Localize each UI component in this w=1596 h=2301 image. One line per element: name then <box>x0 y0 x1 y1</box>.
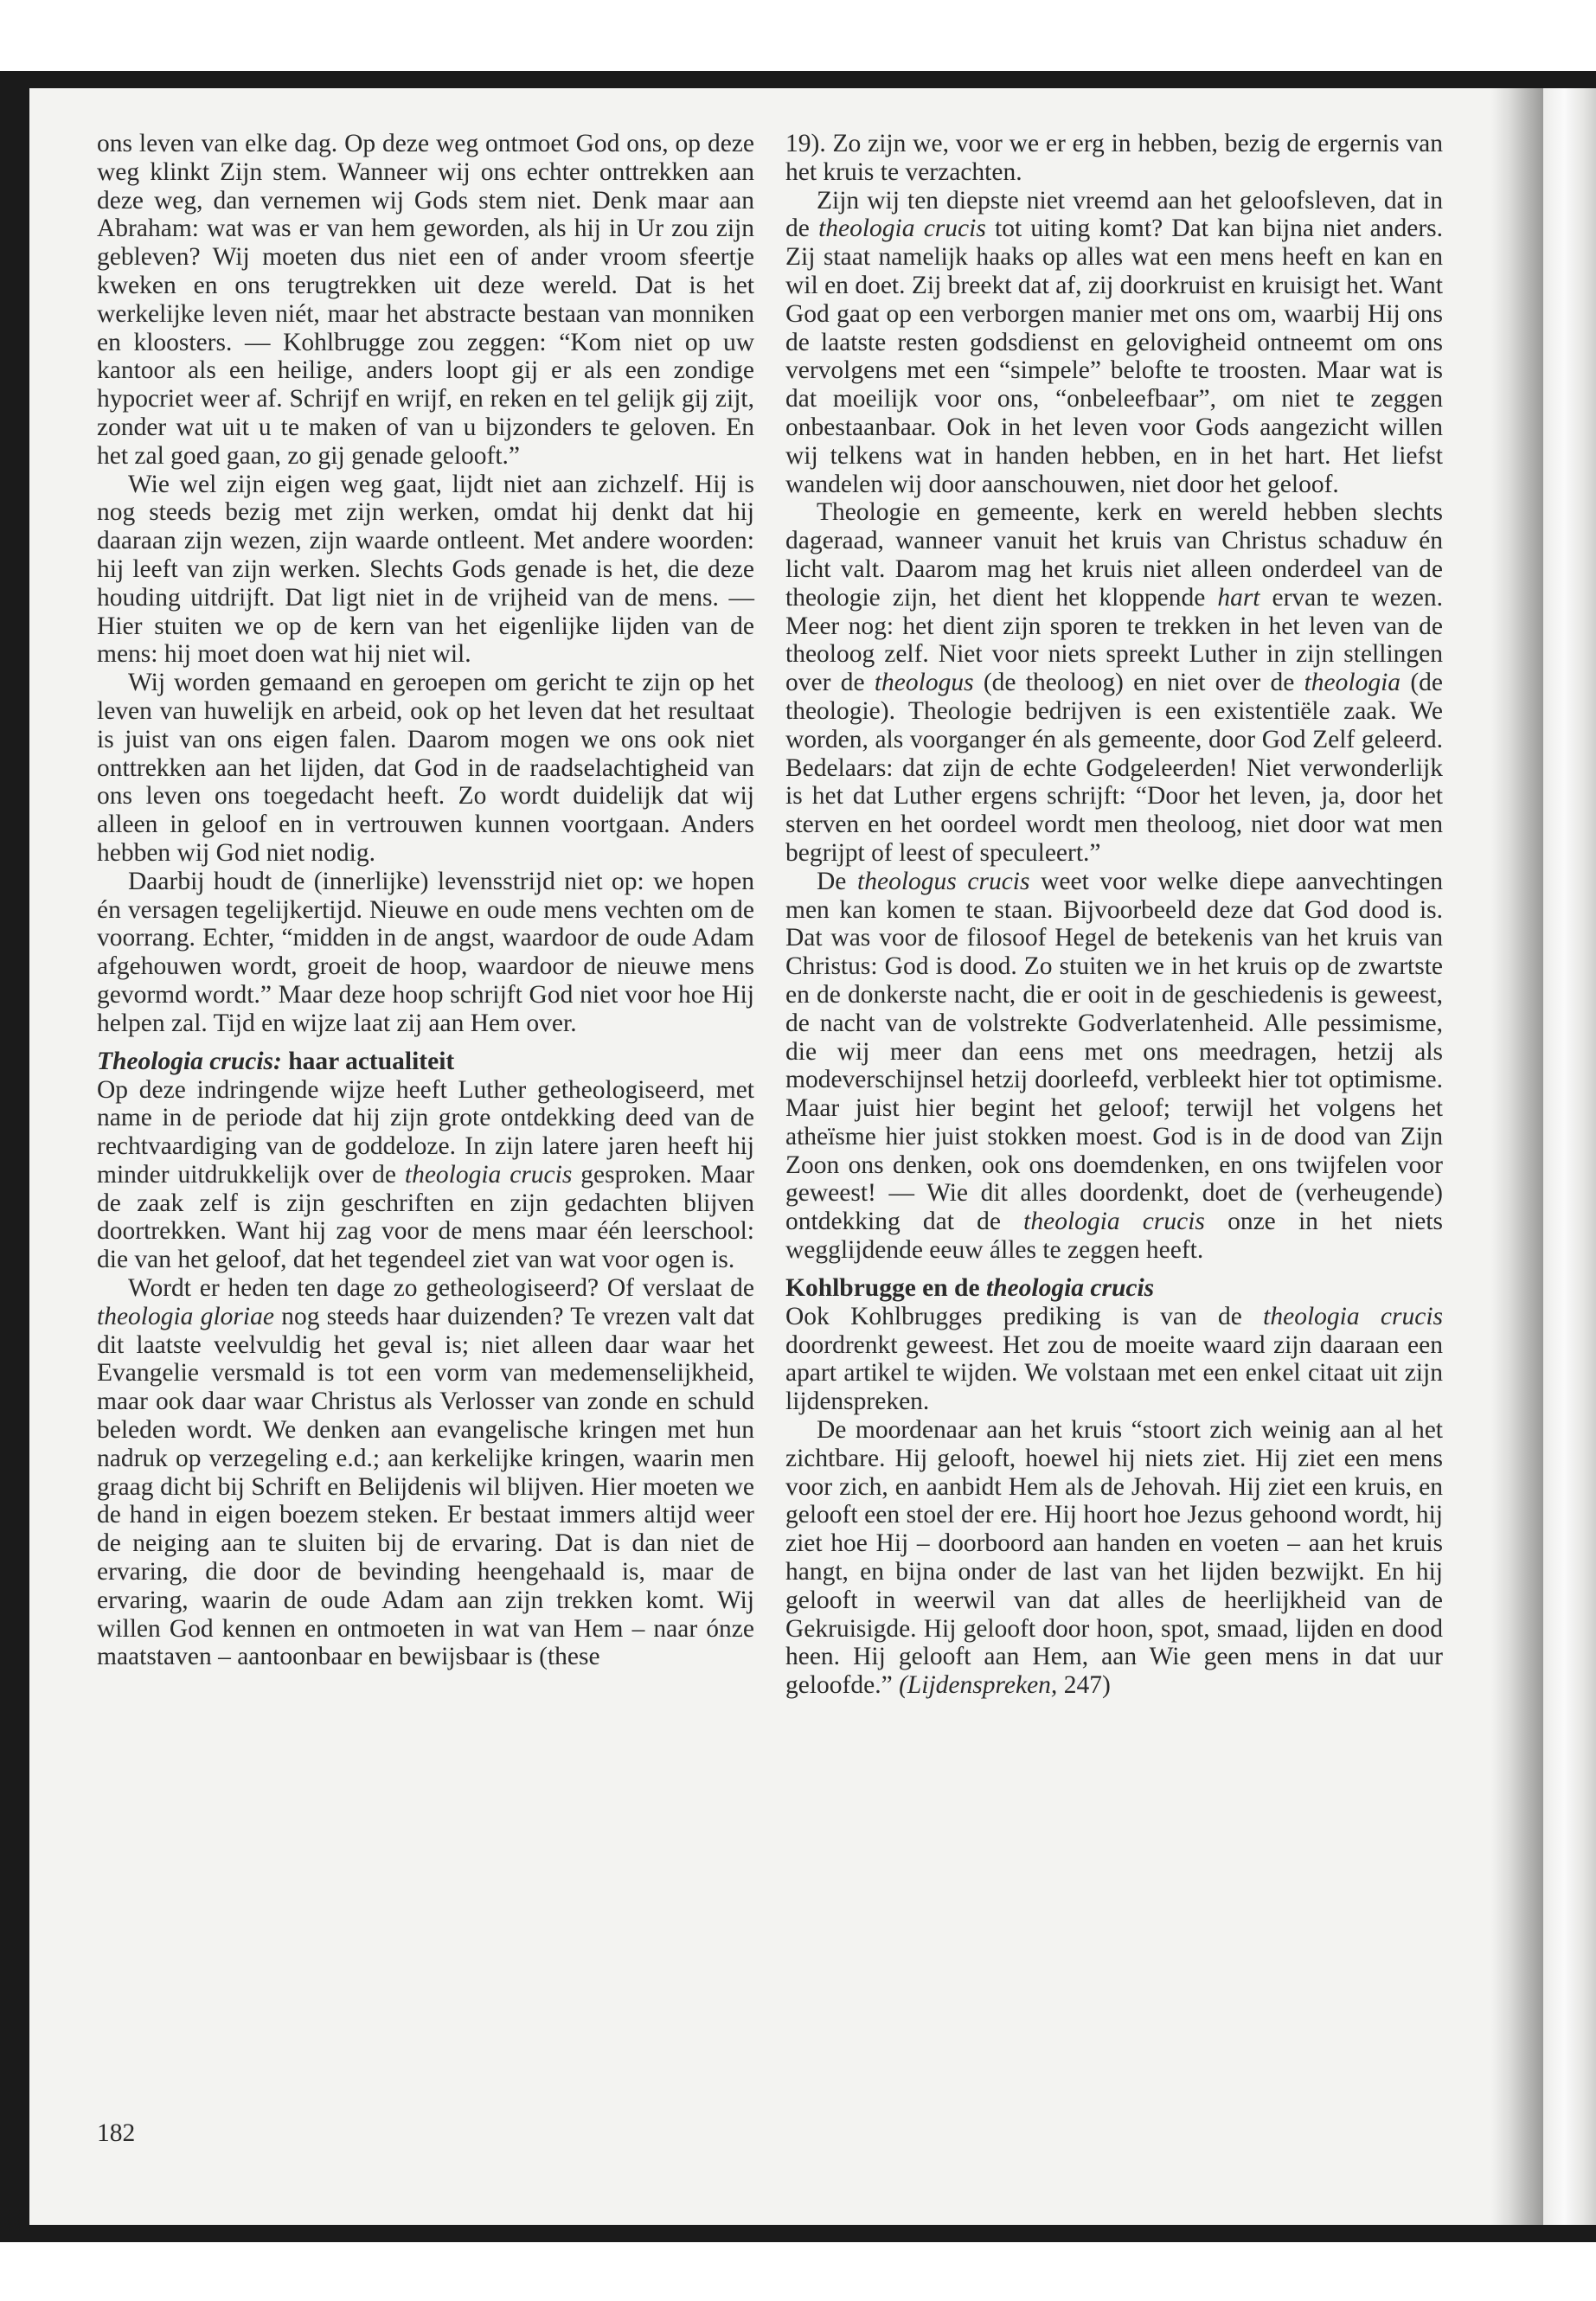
paragraph <box>97 1274 754 1671</box>
paragraph <box>785 1303 1443 1416</box>
text-run: tot uiting komt? Dat kan bijna niet anders. Zij staat namelijk haaks op alles wat een mens heeft en kan en wil en doet. Zij breekt dat af, zij doorkruist en kruisigt het. Want God gaat op een verborgen manier met ons om, waarbij Hij ons de laatste resten godsdienst en gelovigheid ontneemt om ons vervolgens met een “simpele” belofte te troosten. Maar wat is dat moeilijk voor ons, “onbeleefbaar”, om niet te zeggen onbestaanbaar. Ook in het leven voor Gods aangezicht willen wij telkens wat in handen hebben, en in het hart. Het liefst wandelen wij door aanschouwen, niet door het geloof. <box>785 215 1444 498</box>
paragraph: ons leven van elke dag. Op deze weg ontmoet God ons, op deze weg klinkt Zijn stem. Wanneer wij ons echter onttrekken aan deze weg, dan vernemen wij Gods stem niet. Denk maar aan Abraham: wat was er van hem geworden, als hij in Ur zou zijn gebleven? Wij moeten dus niet een of ander vroom sfeertje kweken en ons terugtrekken uit deze wereld. Dat is het werkelijke leven niét, maar het abstracte bestaan van monniken en kloosters. — Kohlbrugge zou zeggen: “Kom niet op uw kantoor als een heilige, anders loopt gij er als een zondige hypocriet weer af. Schrijf en wrijf, en reken en tel gelijk gij zijt, zonder wat uit u te maken of van u bijzonders te geloven. En het zal goed gaan, zo gij genade gelooft.” <box>97 130 754 470</box>
right-column <box>785 130 1443 1700</box>
page-edge <box>1543 88 1596 2225</box>
italic-run: theologia crucis <box>818 215 986 243</box>
page-number: 182 <box>97 2119 136 2147</box>
text-run: onze in het niets wegglijdende eeuw álles te zeggen heeft. <box>785 1208 1444 1265</box>
text-run: Op deze indringende wijze heeft Luther getheologiseerd, met name in de periode dat hij zijn grote ontdekking deed van de rechtvaardiging van de goddeloze. In zijn latere jaren heeft hij minder uitdrukkelijk over de <box>97 1075 754 1189</box>
italic-run: theologus <box>874 669 974 697</box>
text-run: doordrenkt geweest. Het zou de moeite waard zijn daaraan een apart artikel te wijden. We volstaan met een enkel citaat uit zijn lijdenspreken. <box>785 1330 1443 1416</box>
italic-run: theologia gloriae <box>97 1302 274 1330</box>
text-run: ervan te wezen. Meer nog: het dient zijn sporen te trekken in het leven van de theoloog zelf. Niet voor niets spreekt Luther in zijn stellingen over de <box>785 583 1443 697</box>
text-run: Wordt er heden ten dage zo getheologiseerd? Of verslaat de <box>128 1274 754 1303</box>
text-run: Zijn wij ten diepste niet vreemd aan het geloofsleven, dat in de <box>785 186 1443 243</box>
paragraph: 19). Zo zijn we, voor we er erg in hebben, bezig de ergernis van het kruis te verzachten. <box>785 130 1443 186</box>
paragraph <box>785 498 1443 867</box>
text-run: weet voor welke diepe aanvechtingen men kan komen te staan. Bijvoorbeeld deze dat God dood is. Dat was voor de filosoof Hegel de betekenis van het kruis van Christus: God is dood. Zo stuiten we in het kruis op de zwartste en de donkerste nacht, die er ooit in de geschiedenis is geweest, de nacht van de volstrekte Godverlatenheid. Alle pessimisme, die wij meer dan eens met ons meedragen, hetzij als modeverschijnsel hetzij doorleefd, verbleekt hier tot optimisme. Maar juist hier begint het geloof; terwijl het volgens het atheïsme hier juist stokken moest. God is in de dood van Zijn Zoon ons denken, ook ons doemdenken, en ons twijfelen voor geweest! — Wie dit alles doordenkt, doet de (verheugende) ontdekking dat de <box>785 867 1444 1236</box>
gutter-shadow <box>1491 88 1543 2225</box>
paragraph <box>785 187 1443 499</box>
heading-text: Kohlbrugge en de <box>785 1273 986 1302</box>
section-heading <box>785 1273 1443 1303</box>
paragraph: Wie wel zijn eigen weg gaat, lijdt niet aan zichzelf. Hij is nog steeds bezig met zijn werken, omdat hij denkt dat hij daaraan zijn wezen, zijn waarde ontleent. Met andere woorden: hij leeft van zijn werken. Slechts Gods genade is het, die deze houding uitdrijft. Dat ligt niet in de vrijheid van de mens. — Hier stuiten we op de kern van het eigenlijke lijden van de mens: hij moet doen wat hij niet wil. <box>97 470 754 669</box>
text-run: 247) <box>1057 1671 1111 1700</box>
paragraph <box>785 868 1443 1265</box>
text-run: (de theologie). Theologie bedrijven is een existentiële zaak. We worden, als voorganger én als gemeente, door God Zelf geleerd. Bedelaars: dat zijn de echte Godgeleerden! Niet verwonderlijk is het dat Luther ergens schrijft: “Door het leven, ja, door het sterven en het oordeel wordt men theoloog, niet door wat men begrijpt of leest of speculeert.” <box>785 669 1443 867</box>
heading-text: haar actualiteit <box>281 1047 455 1075</box>
italic-run: theologus crucis <box>857 867 1030 895</box>
paragraph <box>785 1416 1443 1700</box>
italic-run: theologia crucis <box>1263 1302 1443 1330</box>
italic-run: theologia crucis <box>1023 1208 1205 1236</box>
italic-run: theologia <box>1304 669 1401 697</box>
heading-italic: Theologia crucis: <box>97 1047 282 1075</box>
italic-run: theologia crucis <box>404 1160 573 1189</box>
text-run: De moordenaar aan het kruis “stoort zich weinig aan al het zichtbare. Hij gelooft, hoewel hij niets ziet. Hij ziet een mens voor zich, en aanbidt Hem als de Jehovah. Hij ziet een kruis, en gelooft een stoel der ere. Hij hoort hoe Jezus gehoond wordt, hij ziet hoe Hij – doorboord aan handen en voeten – aan het kruis hangt, en bijna onder de last van het lijden bezwijkt. En hij gelooft in weerwil van dat alles de heerlijkheid van de Gekruisigde. Hij gelooft door hoon, spot, smaad, lijden en dood heen. Hij gelooft aan Hem, aan Wie geen mens in dat uur geloofde.” <box>785 1416 1443 1700</box>
italic-run: (Lijdenspreken, <box>899 1671 1058 1700</box>
paragraph <box>97 1076 754 1275</box>
section-heading <box>97 1047 754 1076</box>
text-run: De <box>817 867 858 895</box>
text-run: Ook Kohlbrugges prediking is van de <box>785 1302 1264 1330</box>
text-run: gesproken. Maar de zaak zelf is zijn geschriften en zijn gedachten blijven doortrekken. Want hij zag voor de mens maar één leerschool: die van het geloof, dat het tegendeel ziet van wat voor ogen is. <box>97 1160 755 1274</box>
text-run: nog steeds haar duizenden? Te vrezen valt dat dit laatste veelvuldig het geval is; niet alleen daar waar het Evangelie versmald is tot een vorm van medemenselijkheid, maar ook daar waar Christus als Verlosser van zonde en schuld beleden wordt. We denken aan evangelische kringen met hun nadruk op verzegeling e.d.; aan kerkelijke kringen, waarin men graag dicht bij Schrift en Belijdenis wil blijven. Hier moeten we de hand in eigen boezem steken. Er bestaat immers altijd weer de neiging aan te sluiten bij de ervaring. Dat is dan niet de ervaring, die door de bevinding heengehaald is, maar de ervaring, waarin de oude Adam aan zijn trekken komt. Wij willen God kennen en ontmoeten in wat van Hem – naar ónze maatstaven – aantoonbaar en bewijsbaar is (these <box>97 1302 754 1671</box>
left-column <box>97 130 754 1671</box>
text-run: (de theoloog) en niet over de <box>973 669 1304 697</box>
paragraph: Wij worden gemaand en geroepen om gericht te zijn op het leven van huwelijk en arbeid, ook op het leven dat het resultaat is juist van ons eigen falen. Daarom mogen we ons ook niet onttrekken aan het lijden, dat God in de raadselachtigheid van ons leven ons toegedacht heeft. Zo wordt duidelijk dat wij alleen in geloof en in vertrouwen kunnen voortgaan. Anders hebben wij God niet nodig. <box>97 669 754 867</box>
text-run: Theologie en gemeente, kerk en wereld hebben slechts dageraad, wanneer vanuit het kruis van Christus schaduw én licht valt. Daarom mag het kruis niet alleen onderdeel van de theologie zijn, het dient het kloppende <box>785 498 1443 612</box>
italic-run: hart <box>1217 583 1260 612</box>
heading-italic: theologia crucis <box>985 1273 1155 1302</box>
paragraph: Daarbij houdt de (innerlijke) levensstrijd niet op: we hopen én versagen tegelijkertijd. Nieuwe en oude mens vechten om de voorrang. Echter, “midden in de angst, waardoor de oude Adam afgehouwen wordt, groeit de hoop, waardoor de nieuwe mens gevormd wordt.” Maar deze hoop schrijft God niet voor hoe Hij helpen zal. Tijd en wijze laat zij aan Hem over. <box>97 867 754 1037</box>
